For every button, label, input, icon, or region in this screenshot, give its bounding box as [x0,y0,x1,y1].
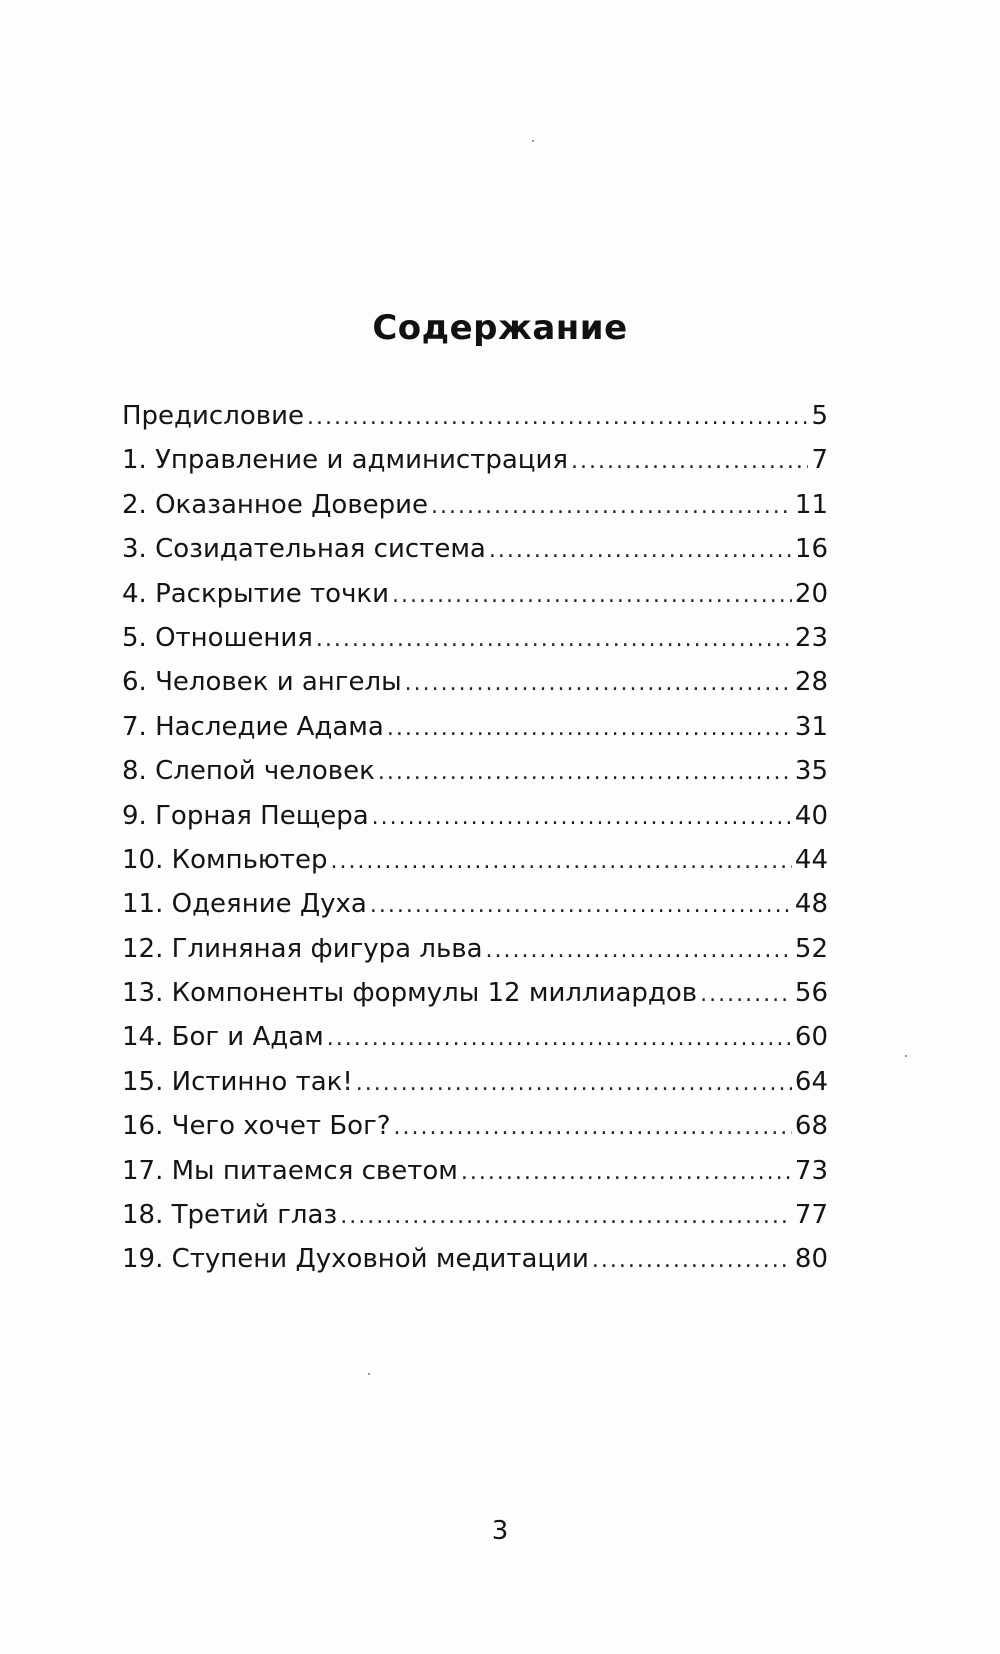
toc-entry [122,394,828,438]
toc-entry [122,438,828,482]
dot-leader [700,973,792,1017]
toc-entry-page: 44 [794,844,828,875]
toc-entry [122,1015,828,1059]
toc-entry-page: 52 [794,933,828,964]
toc-entry [122,1237,828,1281]
dot-leader [592,1239,792,1283]
toc-entry-title: 10. Компьютер [122,844,328,875]
dot-leader [394,1106,792,1150]
toc-entry-page: 77 [794,1200,828,1231]
toc-entry [122,1193,828,1237]
toc-entry-page: 11 [794,489,828,520]
toc-entry-page: 48 [794,889,828,920]
toc-entry-title: 15. Истинно так! [122,1066,353,1097]
toc-entry-title: 6. Человек и ангелы [122,667,402,698]
toc-entry-title: Предисловие [122,401,304,431]
toc-entry [122,616,828,660]
dot-leader [392,574,792,618]
dot-leader [370,884,792,928]
paper-speck [905,1055,907,1057]
toc-entry-title: 4. Раскрытие точки [122,578,390,609]
dot-leader [461,1151,792,1195]
toc-entry-title: 9. Горная Пещера [122,800,369,831]
toc-entry [122,749,828,793]
dot-leader [340,1195,792,1239]
toc-entry-title: 16. Чего хочет Бог? [122,1111,391,1142]
dot-leader [327,1017,792,1061]
toc-entry [122,705,828,749]
toc-entry [122,927,828,971]
toc-entry [122,1060,828,1104]
toc-entry-title: 7. Наследие Адама [122,711,384,742]
toc-entry [122,660,828,704]
toc-entry [122,971,828,1015]
dot-leader [571,440,808,484]
toc-entry-title: 18. Третий глаз [122,1200,338,1231]
contents-heading: Содержание [372,308,628,348]
toc-entry-title: 1. Управление и администрация [122,445,569,476]
table-of-contents [122,394,828,1282]
toc-entry [122,572,828,616]
toc-entry-title: 17. Мы питаемся светом [122,1155,458,1186]
dot-leader [356,1062,792,1106]
toc-entry-title: 5. Отношения [122,622,313,653]
dot-leader [372,796,792,840]
toc-entry-page: 60 [794,1022,828,1053]
paper-speck [532,140,534,142]
dot-leader [316,618,792,662]
toc-entry-page: 31 [794,711,828,742]
toc-entry-title: 11. Одеяние Духа [122,889,367,920]
toc-entry [122,527,828,571]
dot-leader [405,662,792,706]
toc-entry [122,483,828,527]
dot-leader [387,707,792,751]
toc-entry-title: 19. Ступени Духовной медитации [122,1244,589,1275]
toc-entry-page: 68 [794,1111,828,1142]
dot-leader [431,485,792,529]
toc-entry-title: 14. Бог и Адам [122,1022,324,1053]
toc-entry-page: 16 [794,534,828,565]
toc-entry-page: 73 [794,1155,828,1186]
toc-entry-page: 35 [794,756,828,787]
toc-entry-title: 8. Слепой человек [122,756,375,787]
toc-entry-page: 56 [794,978,828,1009]
dot-leader [307,396,808,440]
toc-entry-title: 3. Созидательная система [122,534,486,565]
page-number: 3 [491,1516,509,1546]
toc-entry-page: 64 [794,1066,828,1097]
toc-entry [122,1149,828,1193]
toc-entry-page: 28 [794,667,828,698]
toc-entry [122,838,828,882]
dot-leader [489,529,792,573]
toc-entry-page: 23 [794,622,828,653]
toc-entry-page: 7 [811,445,828,476]
toc-entry [122,794,828,838]
toc-entry-page: 20 [794,578,828,609]
toc-entry-title: 13. Компоненты формулы 12 миллиардов [122,978,698,1009]
dot-leader [330,840,791,884]
toc-entry-page: 40 [794,800,828,831]
toc-entry-title: 12. Глиняная фигура льва [122,933,483,964]
toc-entry [122,882,828,926]
toc-entry-title: 2. Оказанное Доверие [122,489,429,520]
toc-entry [122,1104,828,1148]
toc-entry-page: 5 [811,401,828,431]
paper-speck [368,1373,370,1375]
dot-leader [378,751,792,795]
toc-entry-page: 80 [794,1244,828,1275]
dot-leader [486,929,792,973]
